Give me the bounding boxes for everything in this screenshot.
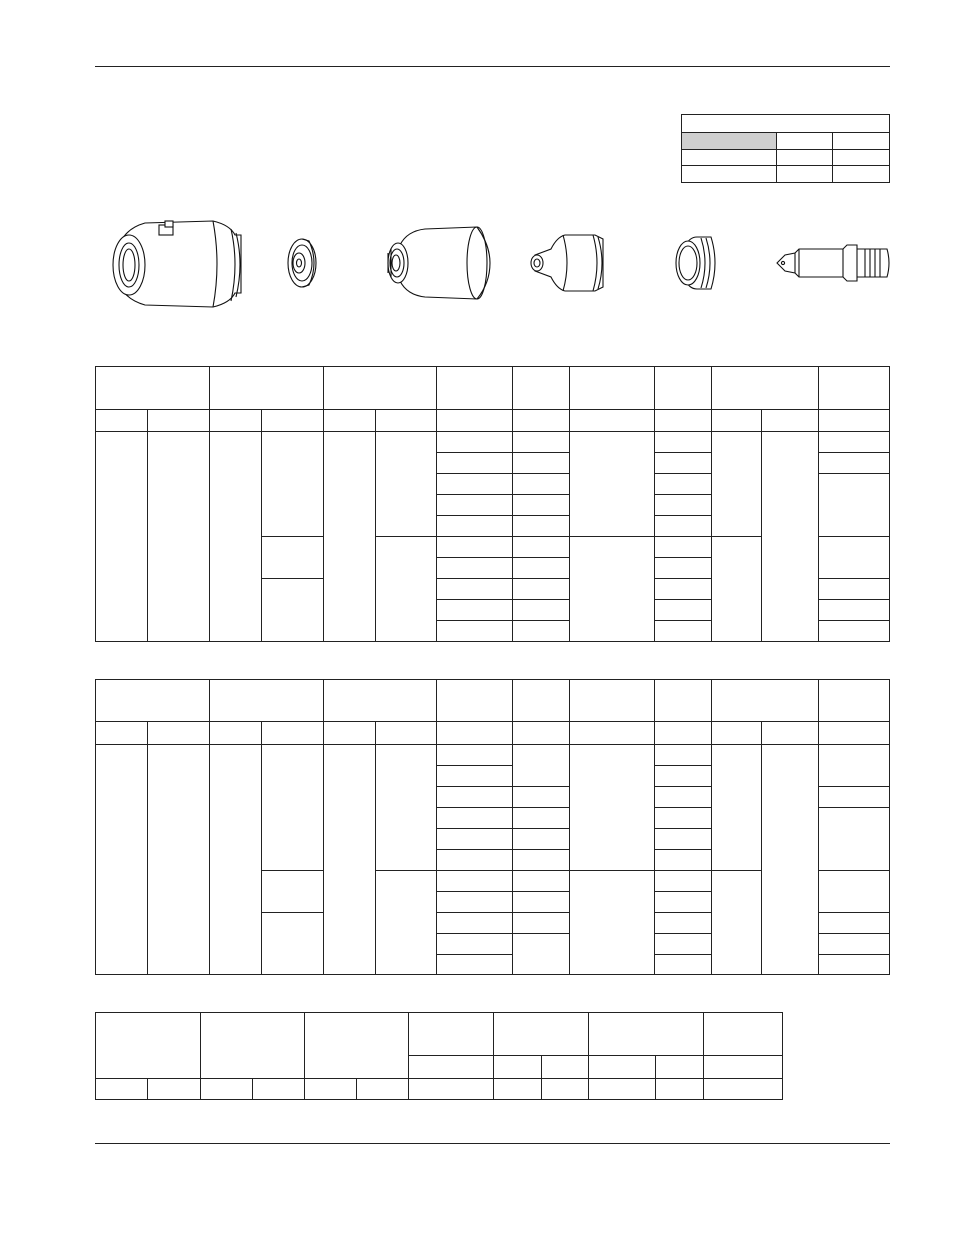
swirl-ring-icon bbox=[676, 237, 715, 289]
footer-rule bbox=[95, 1143, 890, 1144]
shield-cap-icon bbox=[288, 239, 316, 287]
consumable-parts-illustration bbox=[95, 205, 890, 320]
shield-icon bbox=[113, 221, 241, 307]
header-rule bbox=[95, 66, 890, 67]
retaining-cap-icon bbox=[388, 227, 490, 299]
nozzle-icon bbox=[531, 235, 603, 291]
electrode-icon bbox=[777, 245, 889, 281]
